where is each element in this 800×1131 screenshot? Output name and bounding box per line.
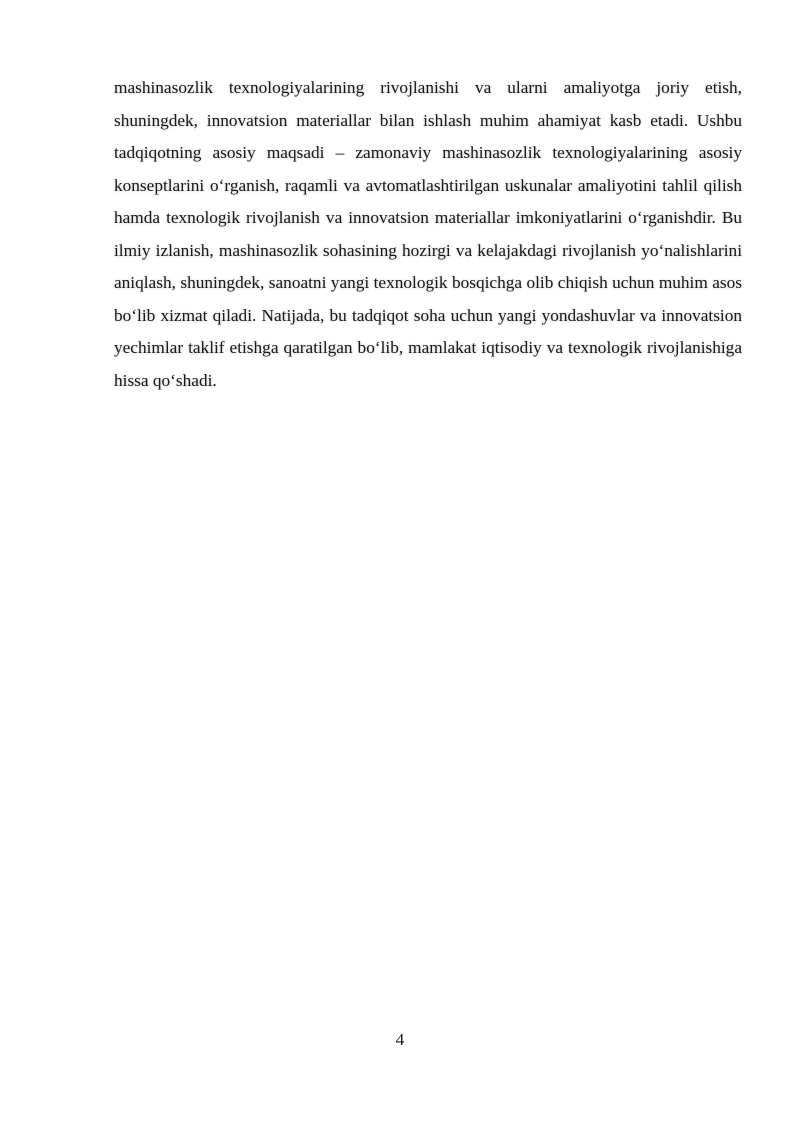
body-paragraph: mashinasozlik texnologiyalarining rivojlanishi va ularni amaliyotga joriy etish, shuningdek, innovatsion materiallar bilan ishlash muhim ahamiyat kasb etadi. Ushbu tadqiqotning asosiy maqsadi – zamonaviy mashinasozlik texnologiyalarining asosiy konseptlarini o‘rganish, raqamli va avtomatlashtirilgan uskunalar amaliyotini tahlil qilish hamda texnologik rivojlanish va innovatsion materiallar imkoniyatlarini o‘rganishdir. Bu ilmiy izlanish, mashinasozlik sohasining hozirgi va kelajakdagi rivojlanish yo‘nalishlarini aniqlash, shuningdek, sanoatni yangi texnologik bosqichga olib chiqish uchun muhim asos bo‘lib xizmat qiladi. Natijada, bu tadqiqot soha uchun yangi yondashuvlar va innovatsion yechimlar taklif etishga qaratilgan bo‘lib, mamlakat iqtisodiy va texnologik rivojlanishiga hissa qo‘shadi. bbox=[114, 78, 742, 390]
page-number: 4 bbox=[395, 1030, 405, 1049]
